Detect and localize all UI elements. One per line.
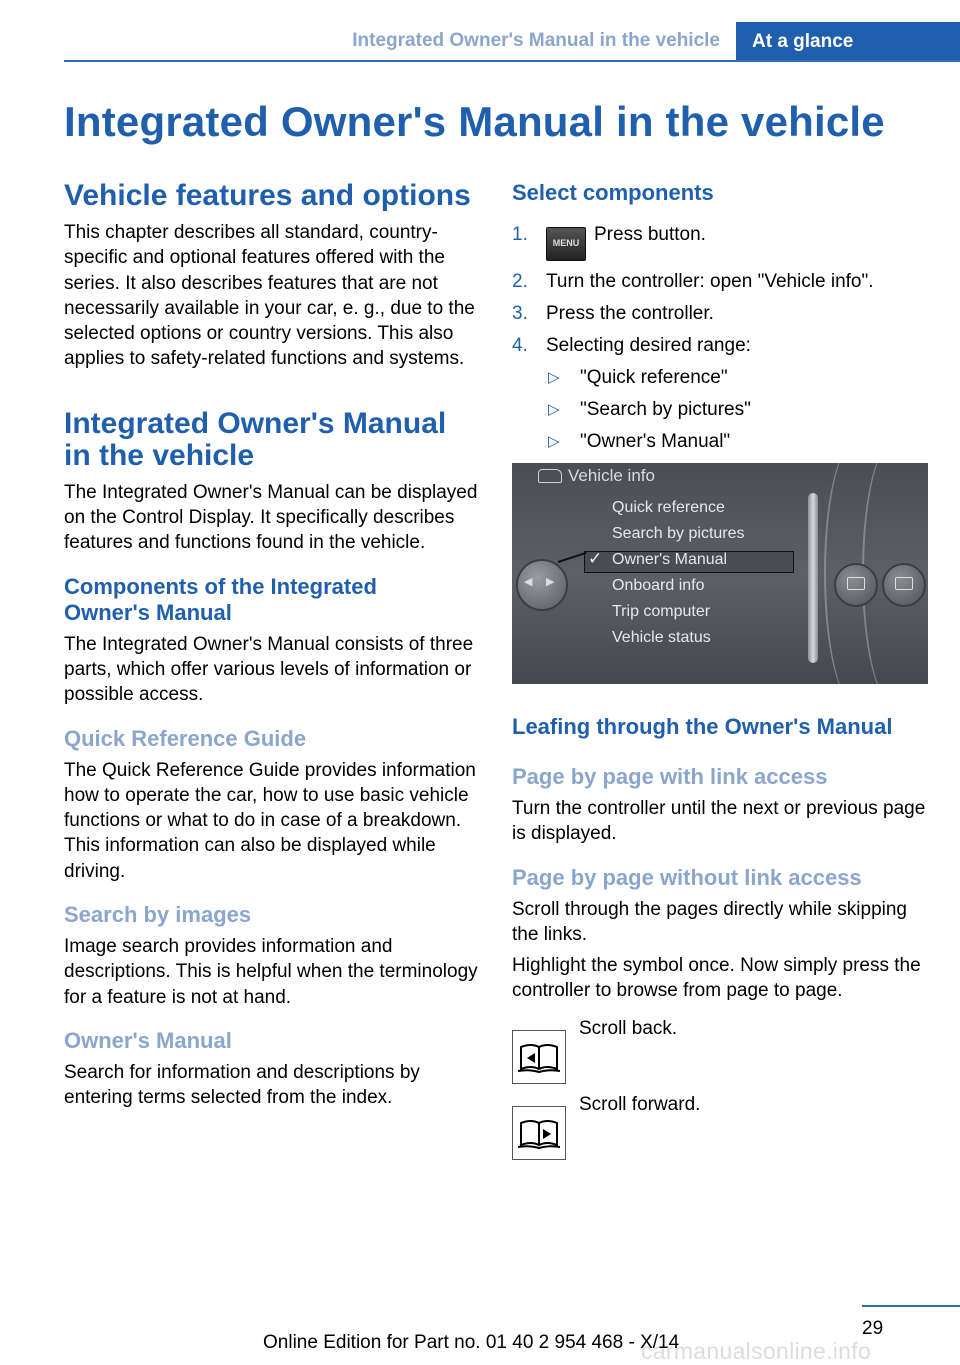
heading-quick-reference: Quick Reference Guide [64,725,307,751]
heading-integrated-manual [64,408,478,472]
control-display-screenshot [512,463,928,684]
sub-option-item [546,367,932,389]
left-column [64,180,478,1111]
sub-option-text: "Search by pictures" [580,399,751,420]
para-components: The Integrated Owner's Manual consists of three parts, which offer various levels of information or possible access. [64,633,474,706]
para-vehicle-features: This chapter describes all standard, country-specific and optional features offered with the series. It also describes features that are not necessarily available in your car, e. g., due to the selected options or country versions. This also applies to safety-related functions and systems. [64,222,475,370]
checkmark-icon: ✓ [588,549,603,568]
heading-owners-manual: Owner's Manual [64,1027,232,1053]
screen-menu-item: Onboard info [612,577,705,594]
heading-leafing: Leafing through the Owner's Manual [512,714,893,739]
heading-with-link-access: Page by page with link access [512,764,828,789]
step-text: Press the controller. [546,303,714,324]
step-number: 4. [512,335,528,356]
heading-integrated-manual-line1: Integrated Owner's Manual [64,406,447,440]
step-item [512,224,932,261]
step-number: 3. [512,303,528,324]
triangle-bullet-icon: ▷ [548,401,560,418]
screen-menu-item: Search by pictures [612,525,745,542]
heading-components-line1: Components of the Integrated [64,573,377,599]
step-text: Press button. [594,224,706,245]
screen-menu-item-selected: Owner's Manual [612,551,728,568]
page-number: 29 [862,1318,884,1339]
para-search-by-images: Image search provides information and descriptions. This is helpful when the terminology for a feature is not at hand. [64,936,478,1008]
triangle-bullet-icon: ▷ [548,369,560,386]
scroll-back-book-icon [512,1030,566,1084]
screen-menu-item: Vehicle status [612,629,711,646]
heading-components-line2: Owner's Manual [64,599,232,625]
controller-knob-icon: ◀ ▶ [516,559,568,611]
step-number: 1. [512,224,528,245]
watermark: carmanualsonline.info [641,1338,872,1364]
heading-vehicle-features: Vehicle features and options [64,179,471,212]
step-text: Selecting desired range: [546,335,751,356]
header-section-title: Integrated Owner's Manual in the vehicle [352,30,720,51]
sub-option-item [546,399,932,421]
screen-title: Vehicle info [568,466,655,485]
para-without-link-access-2: Highlight the symbol once. Now simply press the controller to browse from page to page. [512,955,921,1002]
scroll-forward-text: Scroll forward. [579,1093,701,1115]
heading-select-components: Select components [512,180,714,205]
heading-search-by-images: Search by images [64,902,252,928]
menu-button-icon: MENU [546,227,586,261]
heading-components [64,574,478,626]
footer-divider [862,1305,960,1307]
para-without-link-access-1: Scroll through the pages directly while skipping the links. [512,898,907,945]
footer-edition: Online Edition for Part no. 01 40 2 954 468 - X/14 [263,1332,680,1353]
option-button-icon [834,563,878,607]
scroll-forward-book-icon [512,1106,566,1160]
step-number: 2. [512,271,528,292]
screen-scroll-bar [808,493,818,663]
right-column [512,180,932,1152]
header-chapter-tab: At a glance [736,22,960,62]
triangle-bullet-icon: ▷ [548,433,560,450]
car-icon [538,469,562,483]
step-item [512,335,932,453]
para-owners-manual: Search for information and descriptions by entering terms selected from the index. [64,1061,420,1109]
heading-integrated-manual-line2: in the vehicle [64,438,255,472]
pointer-line [558,552,587,563]
para-integrated-manual: The Integrated Owner's Manual can be displayed on the Control Display. It specifically describes features and functions found in the vehicle. [64,481,478,554]
screen-menu-item: Trip computer [612,603,711,620]
scroll-back-row [512,1018,932,1076]
sub-option-text: "Quick reference" [580,367,728,388]
para-with-link-access: Turn the controller until the next or previous page is displayed. [512,798,926,845]
step-text: Turn the controller: open "Vehicle info". [546,271,874,292]
scroll-forward-row [512,1094,932,1152]
page-title: Integrated Owner's Manual in the vehicle [64,98,885,145]
step-item [512,303,932,325]
heading-without-link-access: Page by page without link access [512,864,862,890]
sub-options-list [546,367,932,453]
steps-list [512,224,932,453]
para-quick-reference: The Quick Reference Guide provides information how to operate the car, how to use basic vehicle functions or what to do in case of a breakdown. This information can also be displayed while driving. [64,759,476,882]
header-divider [64,60,960,62]
option-button-icon [882,563,926,607]
screen-menu-item: Quick reference [612,499,725,516]
sub-option-text: "Owner's Manual" [580,431,731,452]
step-item [512,271,932,293]
sub-option-item [546,431,932,453]
scroll-back-text: Scroll back. [579,1017,678,1039]
